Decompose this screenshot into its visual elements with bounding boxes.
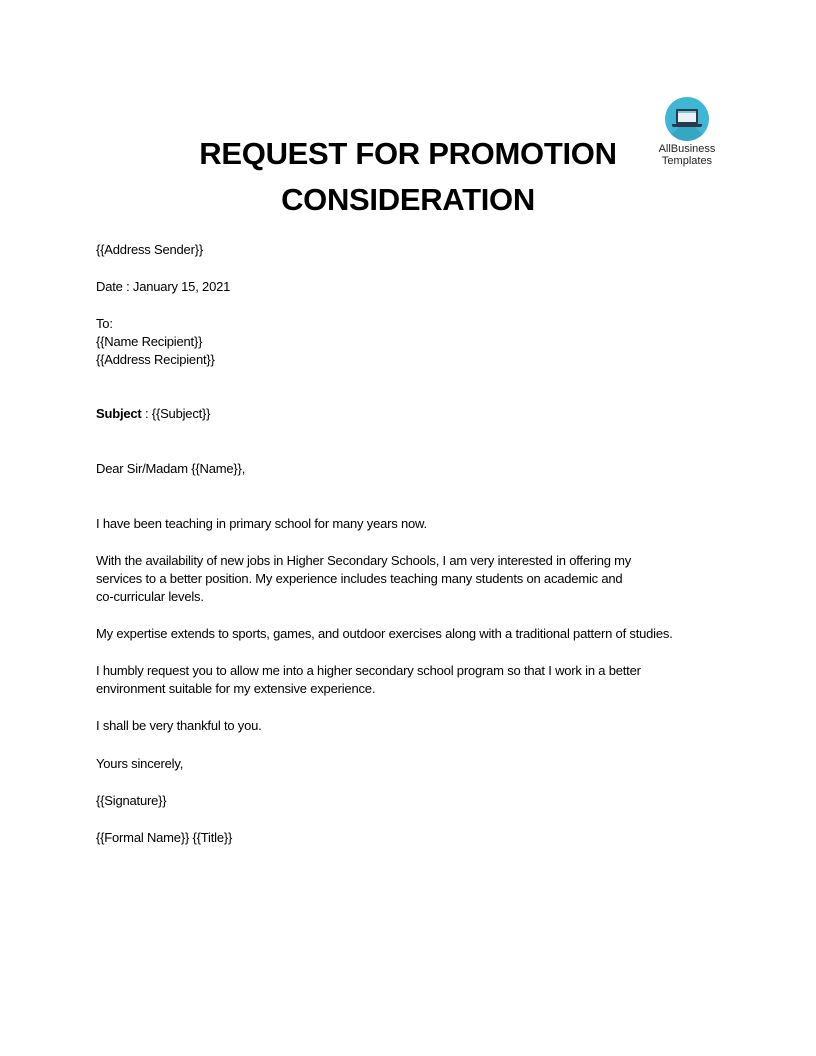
address-recipient: {{Address Recipient}} — [96, 352, 215, 367]
paragraph-4 — [96, 662, 736, 698]
paragraph-3 — [96, 625, 736, 643]
logo-text-line1: AllBusiness — [658, 143, 716, 155]
subject-line — [96, 405, 736, 423]
paragraph-line: environment suitable for my extensive experience. — [96, 681, 376, 696]
logo-text-line2: Templates — [661, 155, 713, 167]
formal-name-title: {{Formal Name}} {{Title}} — [96, 830, 233, 845]
subject-label: Subject — [96, 406, 142, 421]
letter-date: Date : January 15, 2021 — [96, 279, 231, 294]
title-line1: REQUEST FOR PROMOTION — [199, 136, 617, 171]
paragraph-line: co-curricular levels. — [96, 589, 204, 604]
paragraph-5 — [96, 717, 736, 735]
paragraph-line: My expertise extends to sports, games, and outdoor exercises along with a traditional pattern of studies. — [96, 626, 673, 641]
paragraph-line: I humbly request you to allow me into a higher secondary school program so that I work in a better — [96, 663, 641, 678]
paragraph-line: I shall be very thankful to you. — [96, 718, 262, 733]
subject-value: : {{Subject}} — [141, 406, 211, 421]
address-sender: {{Address Sender}} — [96, 242, 203, 257]
recipient-block — [96, 315, 736, 369]
paragraph-2 — [96, 552, 736, 606]
name-recipient: {{Name Recipient}} — [96, 334, 203, 349]
paragraph-line: With the availability of new jobs in Higher Secondary Schools, I am very interested in offering my — [96, 553, 632, 568]
signature-placeholder: {{Signature}} — [96, 793, 167, 808]
paragraph-1 — [96, 515, 736, 533]
to-label: To: — [96, 316, 113, 331]
paragraph-line: services to a better position. My experience includes teaching many students on academic and — [96, 571, 623, 586]
paragraph-line: I have been teaching in primary school for many years now. — [96, 516, 427, 531]
title-line2: CONSIDERATION — [281, 182, 535, 217]
document-title — [0, 131, 816, 223]
salutation: Dear Sir/Madam {{Name}}, — [96, 461, 246, 476]
closing: Yours sincerely, — [96, 756, 184, 771]
